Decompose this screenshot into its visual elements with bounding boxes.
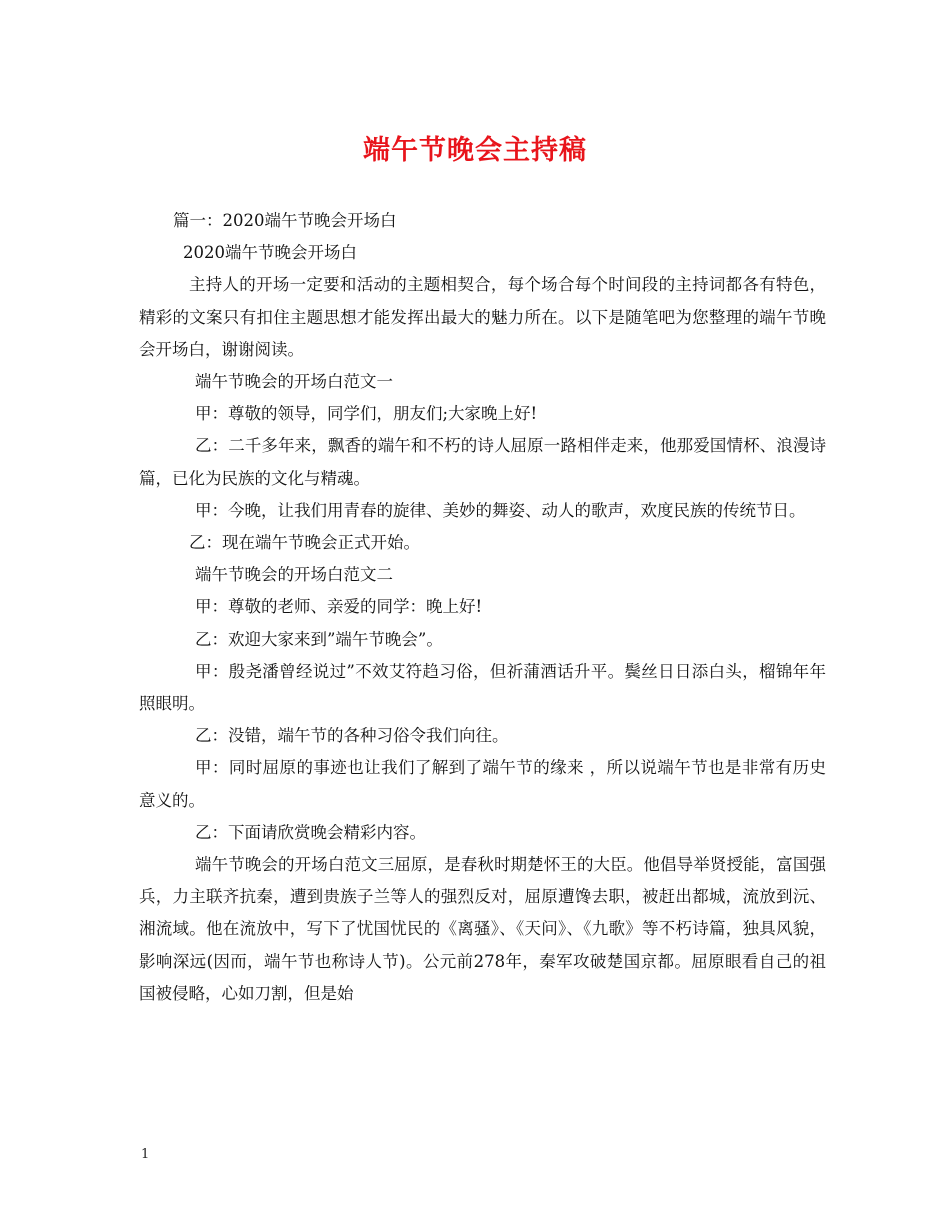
dialogue-line: 甲：尊敬的老师、亲爱的同学：晚上好!: [195, 597, 483, 617]
dialogue-line: 乙：现在端午节晚会正式开始。: [189, 533, 420, 553]
dialogue-line: 甲：今晚，让我们用青春的旋律、美妙的舞姿、动人的歌声，欢度民族的传统节日。: [195, 500, 806, 520]
sample-heading-1: 端午节晚会的开场白范文一: [195, 372, 393, 392]
page-number: 1: [141, 1147, 150, 1162]
sample-paragraph-3: 端午节晚会的开场白范文三屈原，是春秋时期楚怀王的大臣。他倡导举贤授能，富国强兵，力主联齐抗秦，遭到贵族子兰等人的强烈反对，屈原遭馋去职，被赶出都城，流放到沅、湘流域。他在流放中，写下了忧国忧民的《离骚》、《天问》、《九歌》等不朽诗篇，独具风貌，影响深远(因而，端午节也称诗人节)。公元前278年，秦军攻破楚国京都。屈原眼看自己的祖国被侵略，心如刀割，但是始: [139, 855, 826, 1003]
sample-heading-2: 端午节晚会的开场白范文二: [195, 565, 393, 585]
dialogue-line: 甲：殷尧潘曾经说过”不效艾符趋习俗，但祈蒲酒话升平。鬓丝日日添白头，榴锦年年照眼明。: [139, 661, 826, 714]
dialogue-line: 乙：没错，端午节的各种习俗令我们向往。: [195, 726, 509, 746]
dialogue-line: 乙：欢迎大家来到”端午节晚会”。: [195, 629, 443, 649]
intro-paragraph: 主持人的开场一定要和活动的主题相契合，每个场合每个时间段的主持词都各有特色，精彩的文案只有扣住主题思想才能发挥出最大的魅力所在。以下是随笔吧为您整理的端午节晚会开场白，谢谢阅读。: [139, 275, 826, 359]
dialogue-line: 乙：二千多年来，飘香的端午和不朽的诗人屈原一路相伴走来，他那爱国情杯、浪漫诗篇，已化为民族的文化与精魂。: [139, 436, 826, 488]
document-title: 端午节晚会主持稿: [363, 135, 587, 166]
dialogue-line: 甲：尊敬的领导，同学们，朋友们;大家晚上好!: [195, 404, 538, 424]
dialogue-line: 甲：同时屈原的事迹也让我们了解到了端午节的缘来 ，所以说端午节也是非常有历史意义的。: [139, 758, 826, 810]
subheading: 2020端午节晚会开场白: [183, 243, 357, 263]
section-heading: 篇一：2020端午节晚会开场白: [173, 211, 397, 230]
document-body: [139, 205, 826, 1010]
dialogue-line: 乙：下面请欣赏晚会精彩内容。: [195, 822, 426, 842]
